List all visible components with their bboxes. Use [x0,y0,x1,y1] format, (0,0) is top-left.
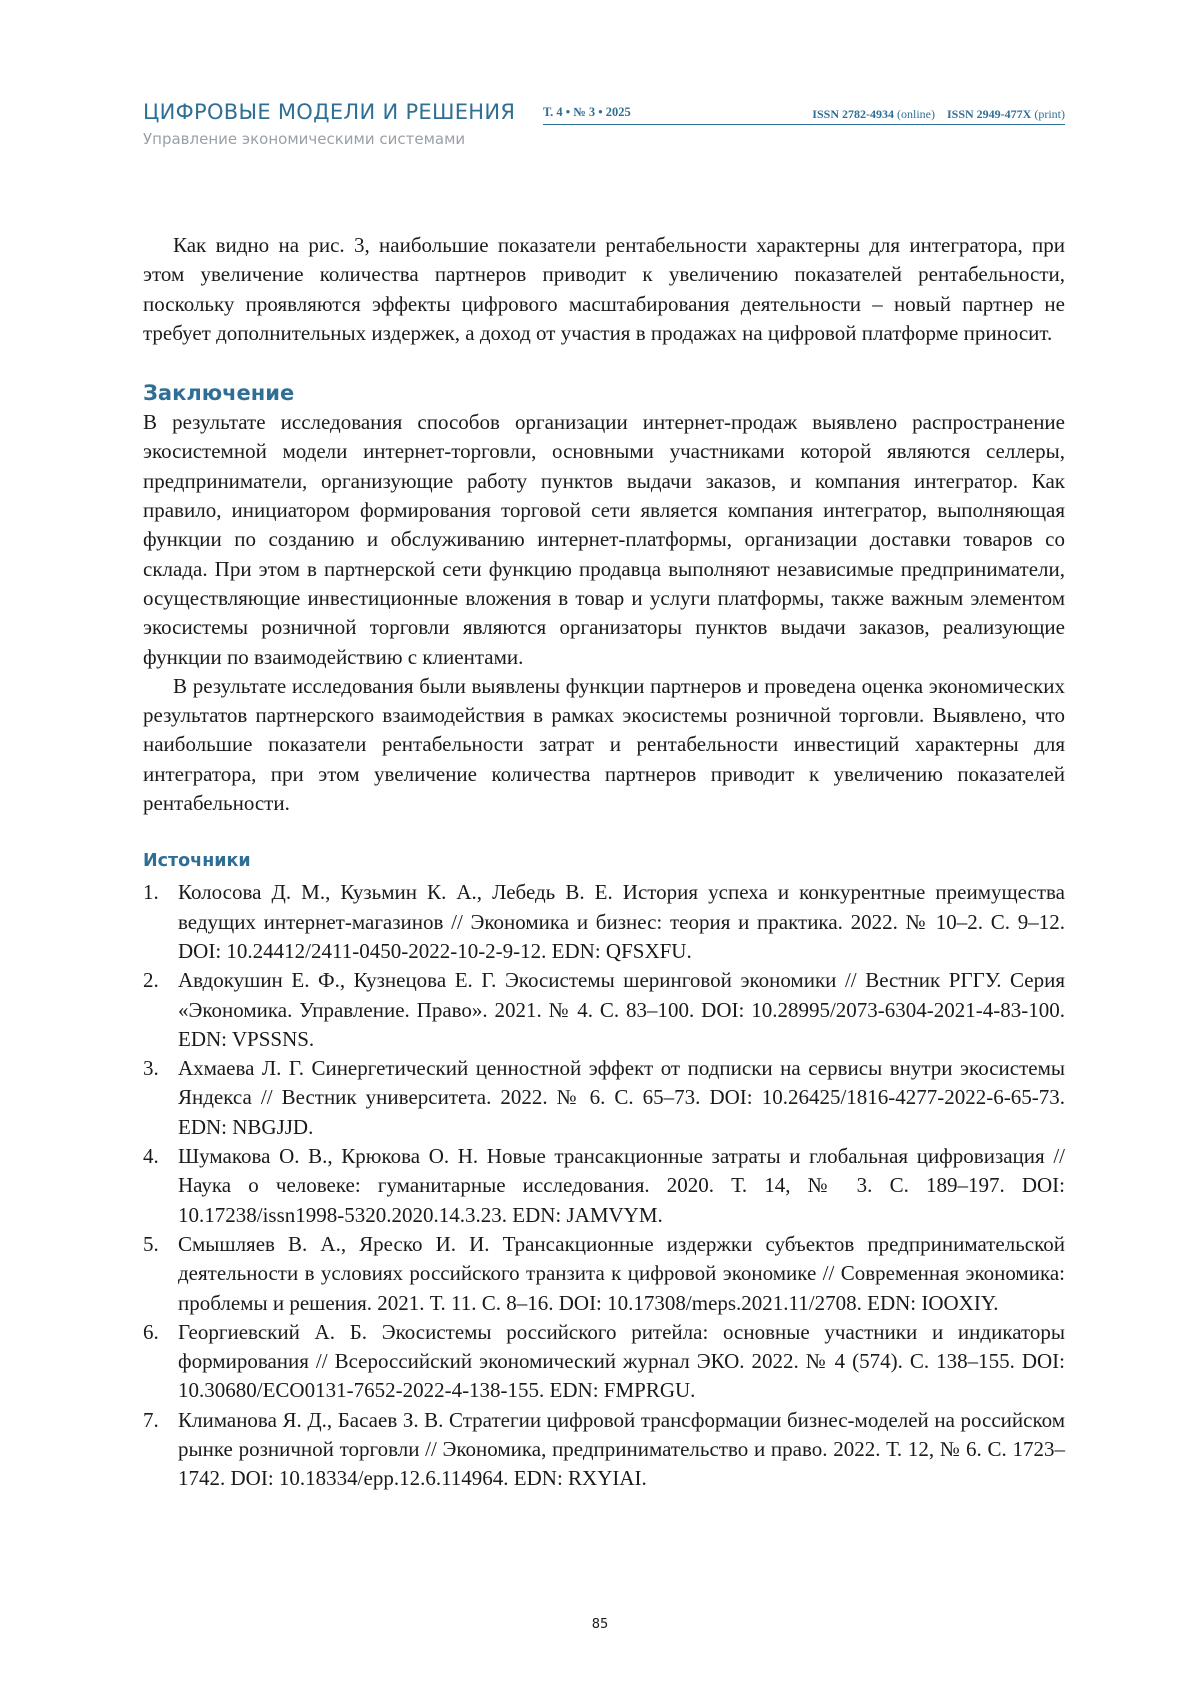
reference-number: 6. [143,1318,159,1347]
reference-text: Колосова Д. М., Кузьмин К. А., Лебедь В. Е. История успеха и конкурентные преимущества ведущих интернет-магазинов // Экономика и бизнес: теория и практика. 2022. № 10–2. С. 9–12. DOI: 10.24412/2411-0450-2022-10-2-9-12. EDN: QFSXFU. [178,880,1065,963]
reference-text: Ахмаева Л. Г. Синергетический ценностной эффект от подписки на сервисы внутри экосистемы Яндекса // Вестник университета. 2022. № 6. С. 65–73. DOI: 10.26425/1816-4277-2022-6-65-73. EDN: NBGJJD. [178,1056,1065,1139]
issn-info [812,107,1065,122]
reference-number: 7. [143,1406,159,1435]
reference-item [143,878,1065,966]
issue-info-bar [543,104,1065,125]
reference-item [143,1142,1065,1230]
reference-number: 2. [143,966,159,995]
issn-online: ISSN 2782-4934 [812,107,894,121]
article-content [143,231,1065,1494]
page-number: 85 [0,1617,1200,1632]
reference-item [143,1406,1065,1494]
reference-number: 4. [143,1142,159,1171]
reference-text: Авдокушин Е. Ф., Кузнецова Е. Г. Экосистемы шеринговой экономики // Вестник РГГУ. Серия «Экономика. Управление. Право». 2021. № 4. С. 83–100. DOI: 10.28995/2073-6304-2021-4-83-100. EDN: VPSSNS. [178,968,1065,1051]
reference-text: Смышляев В. А., Яреско И. И. Трансакционные издержки субъектов предпринимательской деятельности в условиях российского транзита к цифровой экономике // Современная экономика: проблемы и решения. 2021. Т. 11. С. 8–16. DOI: 10.17308/meps.2021.11/2708. EDN: IOOXIY. [178,1232,1065,1315]
page-header [143,100,1065,160]
journal-subtitle: Управление экономическими системами [143,130,465,148]
references-list [143,878,1065,1493]
reference-text: Климанова Я. Д., Басаев З. В. Стратегии цифровой трансформации бизнес-моделей на российском рынке розничной торговли // Экономика, предпринимательство и право. 2022. Т. 12, № 6. С. 1723–1742. DOI: 10.18334/epp.12.6.114964. EDN: RXYIAI. [178,1408,1065,1491]
reference-item [143,1054,1065,1142]
issue-number: Т. 4 • № 3 • 2025 [543,105,631,120]
intro-paragraph: Как видно на рис. 3, наибольшие показатели рентабельности характерны для интегратора, при этом увеличение количества партнеров приводит к увеличению показателей рентабельности, поскольку проявляются эффекты цифрового масштабирования деятельности – новый партнер не требует дополнительных издержек, а доход от участия в продажах на цифровой платформе приносит. [143,231,1065,348]
issn-print-label: (print) [1034,107,1065,121]
reference-number: 5. [143,1230,159,1259]
conclusion-heading: Заключение [143,378,1065,408]
reference-item [143,966,1065,1054]
references-heading: Источники [143,848,1065,874]
conclusion-paragraph-1: В результате исследования способов организации интернет-продаж выявлено распространение экосистемной модели интернет-торговли, основными участниками которой являются селлеры, предприниматели, организующие работу пунктов выдачи заказов, и компания интегратор. Как правило, инициатором формирования торговой сети является компания интегратор, выполняющая функции по созданию и обслуживанию интернет-платформы, организации доставки товаров со склада. При этом в партнерской сети функцию продавца выполняют независимые предприниматели, осуществляющие инвестиционные вложения в товар и услуги платформы, также важным элементом экосистемы розничной торговли являются организаторы пунктов выдачи заказов, реализующие функции по взаимодействию с клиентами. [143,408,1065,672]
reference-item [143,1318,1065,1406]
issn-print: ISSN 2949-477X [947,107,1031,121]
issn-online-label: (online) [897,107,935,121]
reference-number: 1. [143,878,159,907]
reference-text: Шумакова О. В., Крюкова О. Н. Новые трансакционные затраты и глобальная цифровизация // Наука о человеке: гуманитарные исследования. 2020. Т. 14, № 3. С. 189–197. DOI: 10.17238/issn1998-5320.2020.14.3.23. EDN: JAMVYM. [178,1144,1065,1227]
reference-item [143,1230,1065,1318]
reference-number: 3. [143,1054,159,1083]
journal-title: ЦИФРОВЫЕ МОДЕЛИ И РЕШЕНИЯ [143,100,515,124]
conclusion-paragraph-2: В результате исследования были выявлены функции партнеров и проведена оценка экономических результатов партнерского взаимодействия в рамках экосистемы розничной торговли. Выявлено, что наибольшие показатели рентабельности затрат и рентабельности инвестиций характерны для интегратора, при этом увеличение количества партнеров приводит к увеличению показателей рентабельности. [143,672,1065,818]
reference-text: Георгиевский А. Б. Экосистемы российского ритейла: основные участники и индикаторы формирования // Всероссийский экономический журнал ЭКО. 2022. № 4 (574). С. 138–155. DOI: 10.30680/ECO0131-7652-2022-4-138-155. EDN: FMPRGU. [178,1320,1065,1403]
